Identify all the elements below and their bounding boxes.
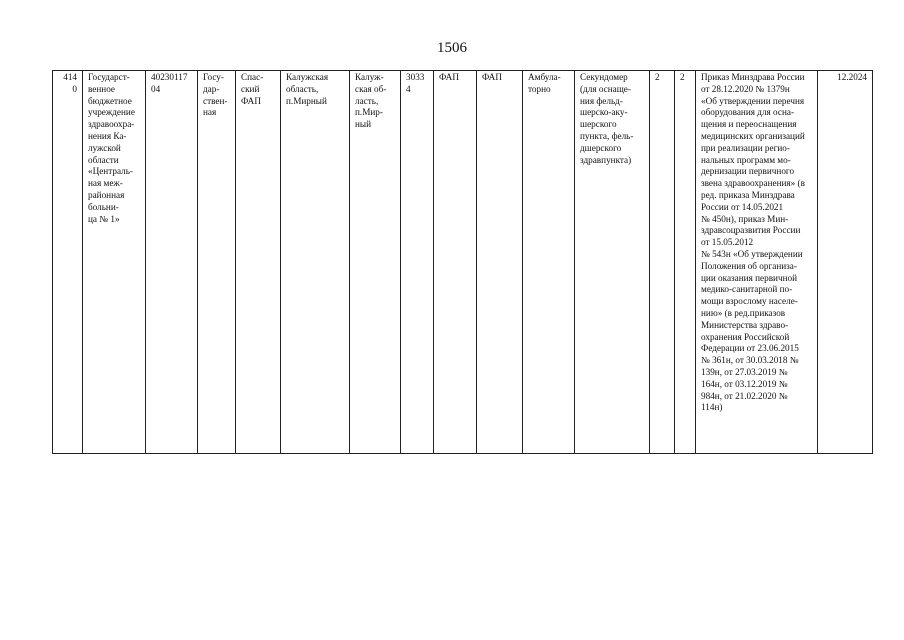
cell-line: больни- [88,201,119,212]
cell-line: венное [88,83,115,94]
cell-line: 0 [72,83,77,94]
equipment-table [52,70,873,454]
cell-line: щения и переоснащения [701,119,797,130]
cell-line: шерского [580,119,617,130]
cell-line: шерско-аку- [580,107,628,118]
cell-line: ФАП [482,72,502,82]
cell-line: дар- [203,83,220,94]
cell-line: здравоохра- [88,119,135,130]
cell-line: «Централь- [88,166,133,177]
cell-line: 2 [680,72,685,82]
page-number: 1506 [437,40,467,56]
cell-line: 3033 [406,72,425,82]
cell-line: 4 [406,83,411,94]
qty-available-cell [675,71,696,454]
cell-line: России от 14.05.2021 [701,201,784,212]
cell-line: ния фельд- [580,95,623,106]
type1-cell [434,71,477,454]
cell-line: п.Мир- [355,107,383,118]
cell-line: 12.2024 [837,72,867,82]
cell-line: Федерации от 23.06.2015 [701,343,799,354]
cell-line: оборудования для осна- [701,107,795,118]
cell-line: дшерского [580,142,622,153]
cell-line: районная [88,189,125,200]
cell-line: ред. приказа Минздрава [701,189,795,200]
cell-line: 114н) [701,402,723,413]
cell-line: ский [241,83,260,94]
cell-line: ФАП [439,72,459,82]
cell-line: 2 [655,72,660,82]
cell-line: Секундомер [580,72,628,82]
cell-line: Министерства здраво- [701,319,789,330]
cell-line: звена здравоохранения» (в [701,178,805,189]
cell-line: Калуж- [355,72,384,82]
cell-line: № 543н «Об утверждении [701,248,803,259]
cell-line: ный [355,119,372,130]
cell-line: дернизации первичного [701,166,795,177]
cell-line: учреждение [88,107,135,118]
cell-line: п.Мирный [286,95,327,106]
cell-line: нию» (в ред.приказов [701,307,786,318]
cell-line: 414 [63,72,77,82]
cell-line: Приказ Минздрава России [701,72,805,82]
cell-line: № 450н), приказ Мин- [701,213,789,224]
cell-line: мощи взрослому населе- [701,296,798,307]
facility-cell [236,71,281,454]
cell-line: «Об утверждении перечня [701,95,805,106]
ownership-cell [198,71,236,454]
cell-line: охранения Российской [701,331,790,342]
cell-line: 04 [151,83,161,94]
cell-line: (для оснаще- [580,83,631,94]
cell-line: области [88,154,119,165]
row-number-cell [53,71,83,454]
care-type-cell [523,71,575,454]
cell-line: нения Ка- [88,130,127,141]
qty-required-cell [650,71,675,454]
cell-line: Калужская [286,72,329,82]
cell-line: при реализации регио- [701,142,790,153]
cell-line: медико-санитарной по- [701,284,793,295]
cell-line: 139н, от 27.03.2019 № [701,366,788,377]
cell-line: от 15.05.2012 [701,237,754,248]
cell-line: Государст- [88,72,130,82]
organization-cell [83,71,146,454]
legal-basis-cell [696,71,818,454]
cell-line: ствен- [203,95,228,106]
date-cell [818,71,873,454]
cell-line: бюджетное [88,95,132,106]
cell-line: Спас- [241,72,264,82]
cell-line: лужской [88,142,121,153]
cell-line: медицинских организаций [701,130,805,141]
table-row [53,71,873,454]
cell-line: здравсоцразвития России [701,225,801,236]
type2-cell [477,71,523,454]
cell-line: ная [203,107,217,118]
cell-line: ласть, [355,95,379,106]
cell-line: ФАП [241,95,261,106]
cell-line: ская об- [355,83,387,94]
cell-line: 984н, от 21.02.2020 № [701,390,788,401]
cell-line: 40230117 [151,72,188,82]
equipment-cell [575,71,650,454]
cell-line: область, [286,83,319,94]
cell-line: ца № 1» [88,213,120,224]
cell-line: ная меж- [88,178,123,189]
code-cell [146,71,198,454]
cell-line: пункта, фель- [580,130,634,141]
locality-cell [350,71,401,454]
id-cell [401,71,434,454]
cell-line: Положения об организа- [701,260,797,271]
cell-line: Госу- [203,72,224,82]
cell-line: нальных программ мо- [701,154,791,165]
cell-line: Амбула- [528,72,561,82]
cell-line: ции оказания первичной [701,272,797,283]
address-cell [281,71,350,454]
cell-line: здравпункта) [580,154,632,165]
cell-line: № 361н, от 30.03.2018 № [701,355,799,366]
cell-line: 164н, от 03.12.2019 № [701,378,788,389]
cell-line: от 28.12.2020 № 1379н [701,83,790,94]
cell-line: торно [528,83,551,94]
